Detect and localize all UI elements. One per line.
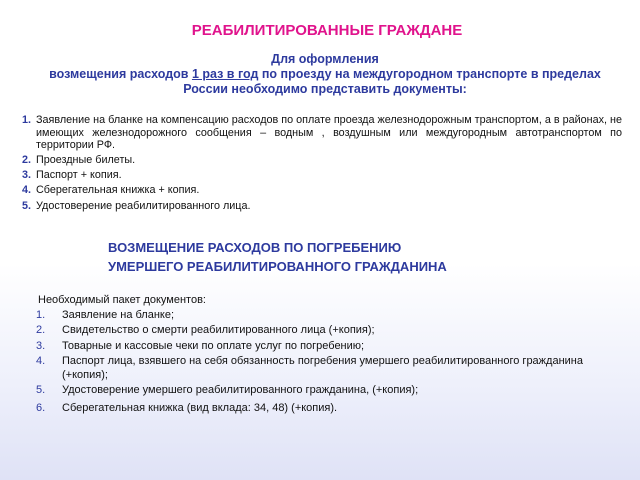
burial-title-line1: ВОЗМЕЩЕНИЕ РАСХОДОВ ПО ПОГРЕБЕНИЮ — [108, 240, 402, 255]
list-item-text: Паспорт + копия. — [36, 169, 122, 182]
list-item — [22, 200, 622, 213]
list-item-number: 5. — [36, 384, 46, 397]
subtitle-line1: Для оформления — [271, 52, 379, 66]
list-item-number: 4. — [36, 355, 46, 368]
list-item — [36, 402, 596, 415]
burial-title-line2: УМЕРШЕГО РЕАБИЛИТИРОВАННОГО ГРАЖДАНИНА — [108, 259, 447, 274]
list-item — [36, 384, 596, 397]
list-item-text: Заявление на бланке на компенсацию расходов по оплате проезда железнодорожным транспортом, а в районах, не имеющих железнодорожного сообщения – водным , воздушным или междугородным автотранспортом по территории РФ. — [36, 114, 622, 152]
list-item — [22, 114, 622, 152]
subtitle-underlined: 1 раз в год — [191, 67, 259, 81]
list-item — [36, 324, 596, 337]
list-item-number: 4. — [22, 184, 32, 197]
subtitle-line2 — [30, 67, 620, 97]
subtitle-line2-pre: возмещения расходов — [49, 67, 192, 81]
list-item — [36, 340, 596, 353]
list-item-number: 1. — [22, 114, 32, 126]
page-title: РЕАБИЛИТИРОВАННЫЕ ГРАЖДАНЕ — [191, 22, 463, 39]
list-item-number: 6. — [36, 401, 46, 414]
list-item-number: 2. — [36, 324, 46, 337]
list-item-text: Свидетельство о смерти реабилитированного лица (+копия); — [62, 324, 375, 337]
package-label: Необходимый пакет документов: — [38, 294, 206, 306]
list-item-text: Товарные и кассовые чеки по оплате услуг по погребению; — [62, 339, 365, 352]
list-item-number: 3. — [22, 169, 32, 182]
list-item — [36, 355, 596, 382]
list-item-number: 5. — [22, 199, 32, 212]
list-item — [22, 184, 622, 197]
list-item-text: Заявление на бланке; — [62, 309, 175, 321]
list-item — [36, 309, 596, 322]
subtitle — [30, 52, 620, 97]
burial-section-title — [108, 238, 608, 276]
list-item — [22, 169, 622, 182]
list-item — [22, 154, 622, 167]
subtitle-line2-post: по проезду на междугородном транспорте в пределах России необходимо представить документы: — [183, 67, 601, 96]
list-item-text: Сберегательная книжка + копия. — [36, 184, 200, 197]
list-item-text: Сберегательная книжка (вид вклада: 34, 48) (+копия). — [62, 401, 338, 414]
list-item-text: Проездные билеты. — [36, 154, 136, 167]
list-item-number: 1. — [36, 309, 46, 321]
burial-documents-list — [36, 309, 596, 417]
list-item-number: 2. — [22, 154, 32, 167]
list-item-text: Удостоверение реабилитированного лица. — [36, 199, 251, 212]
list-item-number: 3. — [36, 339, 46, 352]
list-item-text: Удостоверение умершего реабилитированного гражданина, (+копия); — [62, 384, 419, 397]
list-item-text: Паспорт лица, взявшего на себя обязанность погребения умершего реабилитированного гражданина (+копия); — [62, 355, 583, 381]
travel-documents-list — [22, 114, 622, 215]
